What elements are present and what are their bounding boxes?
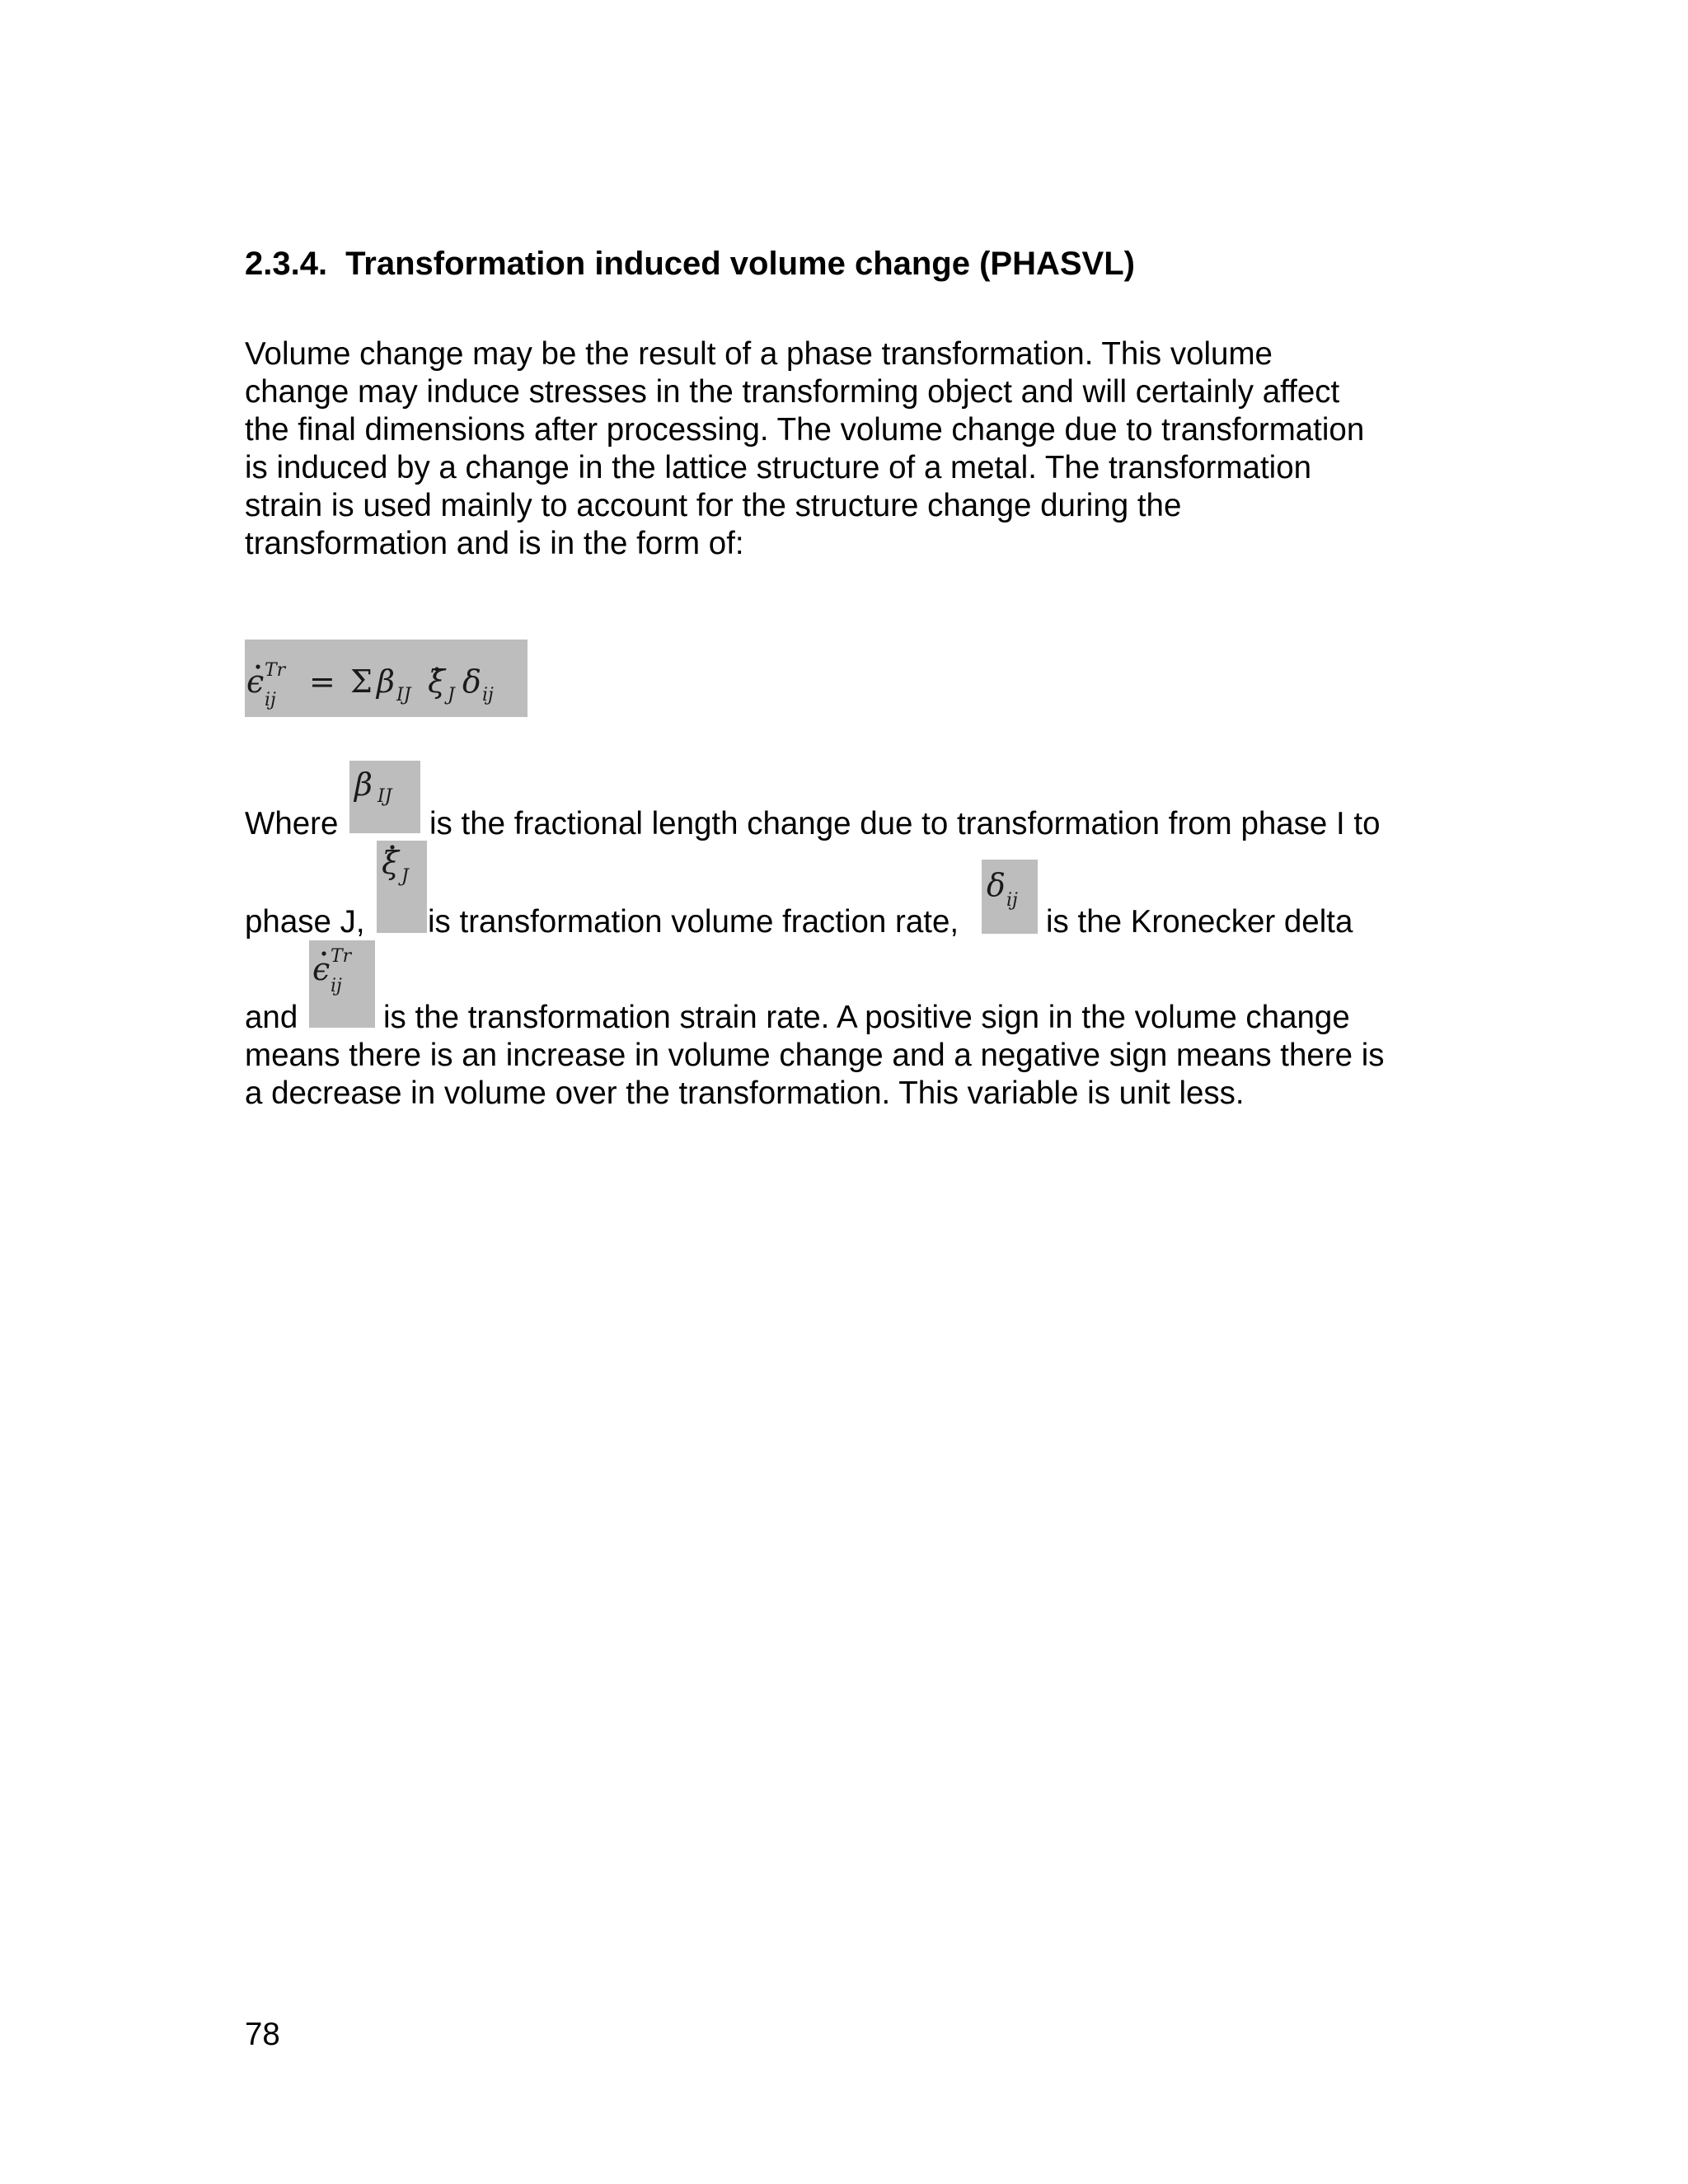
beta-ij-symbol-image — [349, 761, 420, 833]
sigma-symbol: Σ — [350, 663, 373, 700]
beta-subscript: IJ — [396, 685, 411, 705]
section-heading — [245, 244, 1135, 284]
paragraph-line: the final dimensions after processing. The volume change due to transformation — [245, 412, 1365, 448]
xi-description — [428, 903, 959, 941]
intro-paragraph — [245, 335, 1448, 563]
delta-description-text: is the Kronecker delta — [1046, 904, 1353, 940]
phase-j-label — [245, 903, 365, 941]
beta-ij-graphic — [349, 761, 420, 833]
phase-j-text: phase J, — [245, 904, 365, 940]
page-number: 78 — [245, 2017, 280, 2052]
equals-sign: = — [309, 663, 335, 700]
epsilon-symbol: ϵ — [312, 951, 331, 987]
section-title: Transformation induced volume change (PHASVL) — [345, 246, 1135, 282]
paragraph-line-text: a decrease in volume over the transformation. This variable is unit less. — [245, 1076, 1245, 1111]
xi-symbol: ξ — [428, 663, 445, 700]
epsilon-superscript: Tr — [331, 946, 352, 967]
where-label: Where — [245, 806, 339, 841]
beta-description-text: is the fractional length change due to transformation from phase I to — [429, 806, 1381, 841]
epsilon-subscript: ij — [331, 976, 342, 996]
epsilon-symbol: ϵ — [246, 663, 265, 700]
equation-graphic — [245, 640, 528, 717]
paragraph-line — [245, 1037, 1385, 1075]
delta-symbol: δ — [987, 867, 1006, 903]
xi-j-graphic — [377, 841, 427, 933]
delta-ij-symbol-image — [982, 860, 1038, 934]
paragraph-line: Volume change may be the result of a phase transformation. This volume — [245, 336, 1273, 372]
and-text: and — [245, 1000, 298, 1035]
and-label — [245, 999, 298, 1037]
xi-description-text: is transformation volume fraction rate, — [428, 904, 959, 940]
beta-symbol: β — [377, 663, 395, 700]
epsilon-description-text: is the transformation strain rate. A positive sign in the volume change — [383, 1000, 1350, 1035]
delta-ij-graphic — [982, 860, 1038, 934]
transformation-strain-equation — [245, 640, 528, 717]
epsilon-subscript: ij — [265, 690, 276, 710]
beta-subscript: IJ — [377, 786, 392, 807]
xi-subscript: J — [401, 866, 409, 887]
epsilon-tr-ij-symbol-image — [309, 940, 375, 1028]
delta-description — [1046, 903, 1353, 941]
epsilon-superscript: Tr — [265, 660, 286, 681]
delta-subscript: ij — [482, 685, 494, 705]
paragraph-line: is induced by a change in the lattice structure of a metal. The transformation — [245, 450, 1312, 485]
epsilon-tr-ij-graphic — [309, 940, 375, 1028]
delta-symbol: δ — [462, 663, 481, 700]
beta-description — [429, 805, 1381, 843]
beta-symbol: β — [354, 766, 373, 803]
delta-subscript: ij — [1006, 890, 1018, 911]
paragraph-line-text: means there is an increase in volume change and a negative sign means there is — [245, 1038, 1385, 1073]
xi-symbol: ξ — [382, 845, 399, 881]
paragraph-line: strain is used mainly to account for the structure change during the — [245, 488, 1182, 523]
paragraph-line — [245, 1075, 1245, 1113]
xi-j-symbol-image — [377, 841, 427, 933]
xi-subscript: J — [448, 685, 455, 705]
where-line — [245, 805, 338, 843]
paragraph-line: change may induce stresses in the transforming object and will certainly affect — [245, 374, 1340, 410]
paragraph-line: transformation and is in the form of: — [245, 526, 744, 561]
section-number: 2.3.4. — [245, 246, 328, 282]
epsilon-description — [383, 999, 1350, 1037]
